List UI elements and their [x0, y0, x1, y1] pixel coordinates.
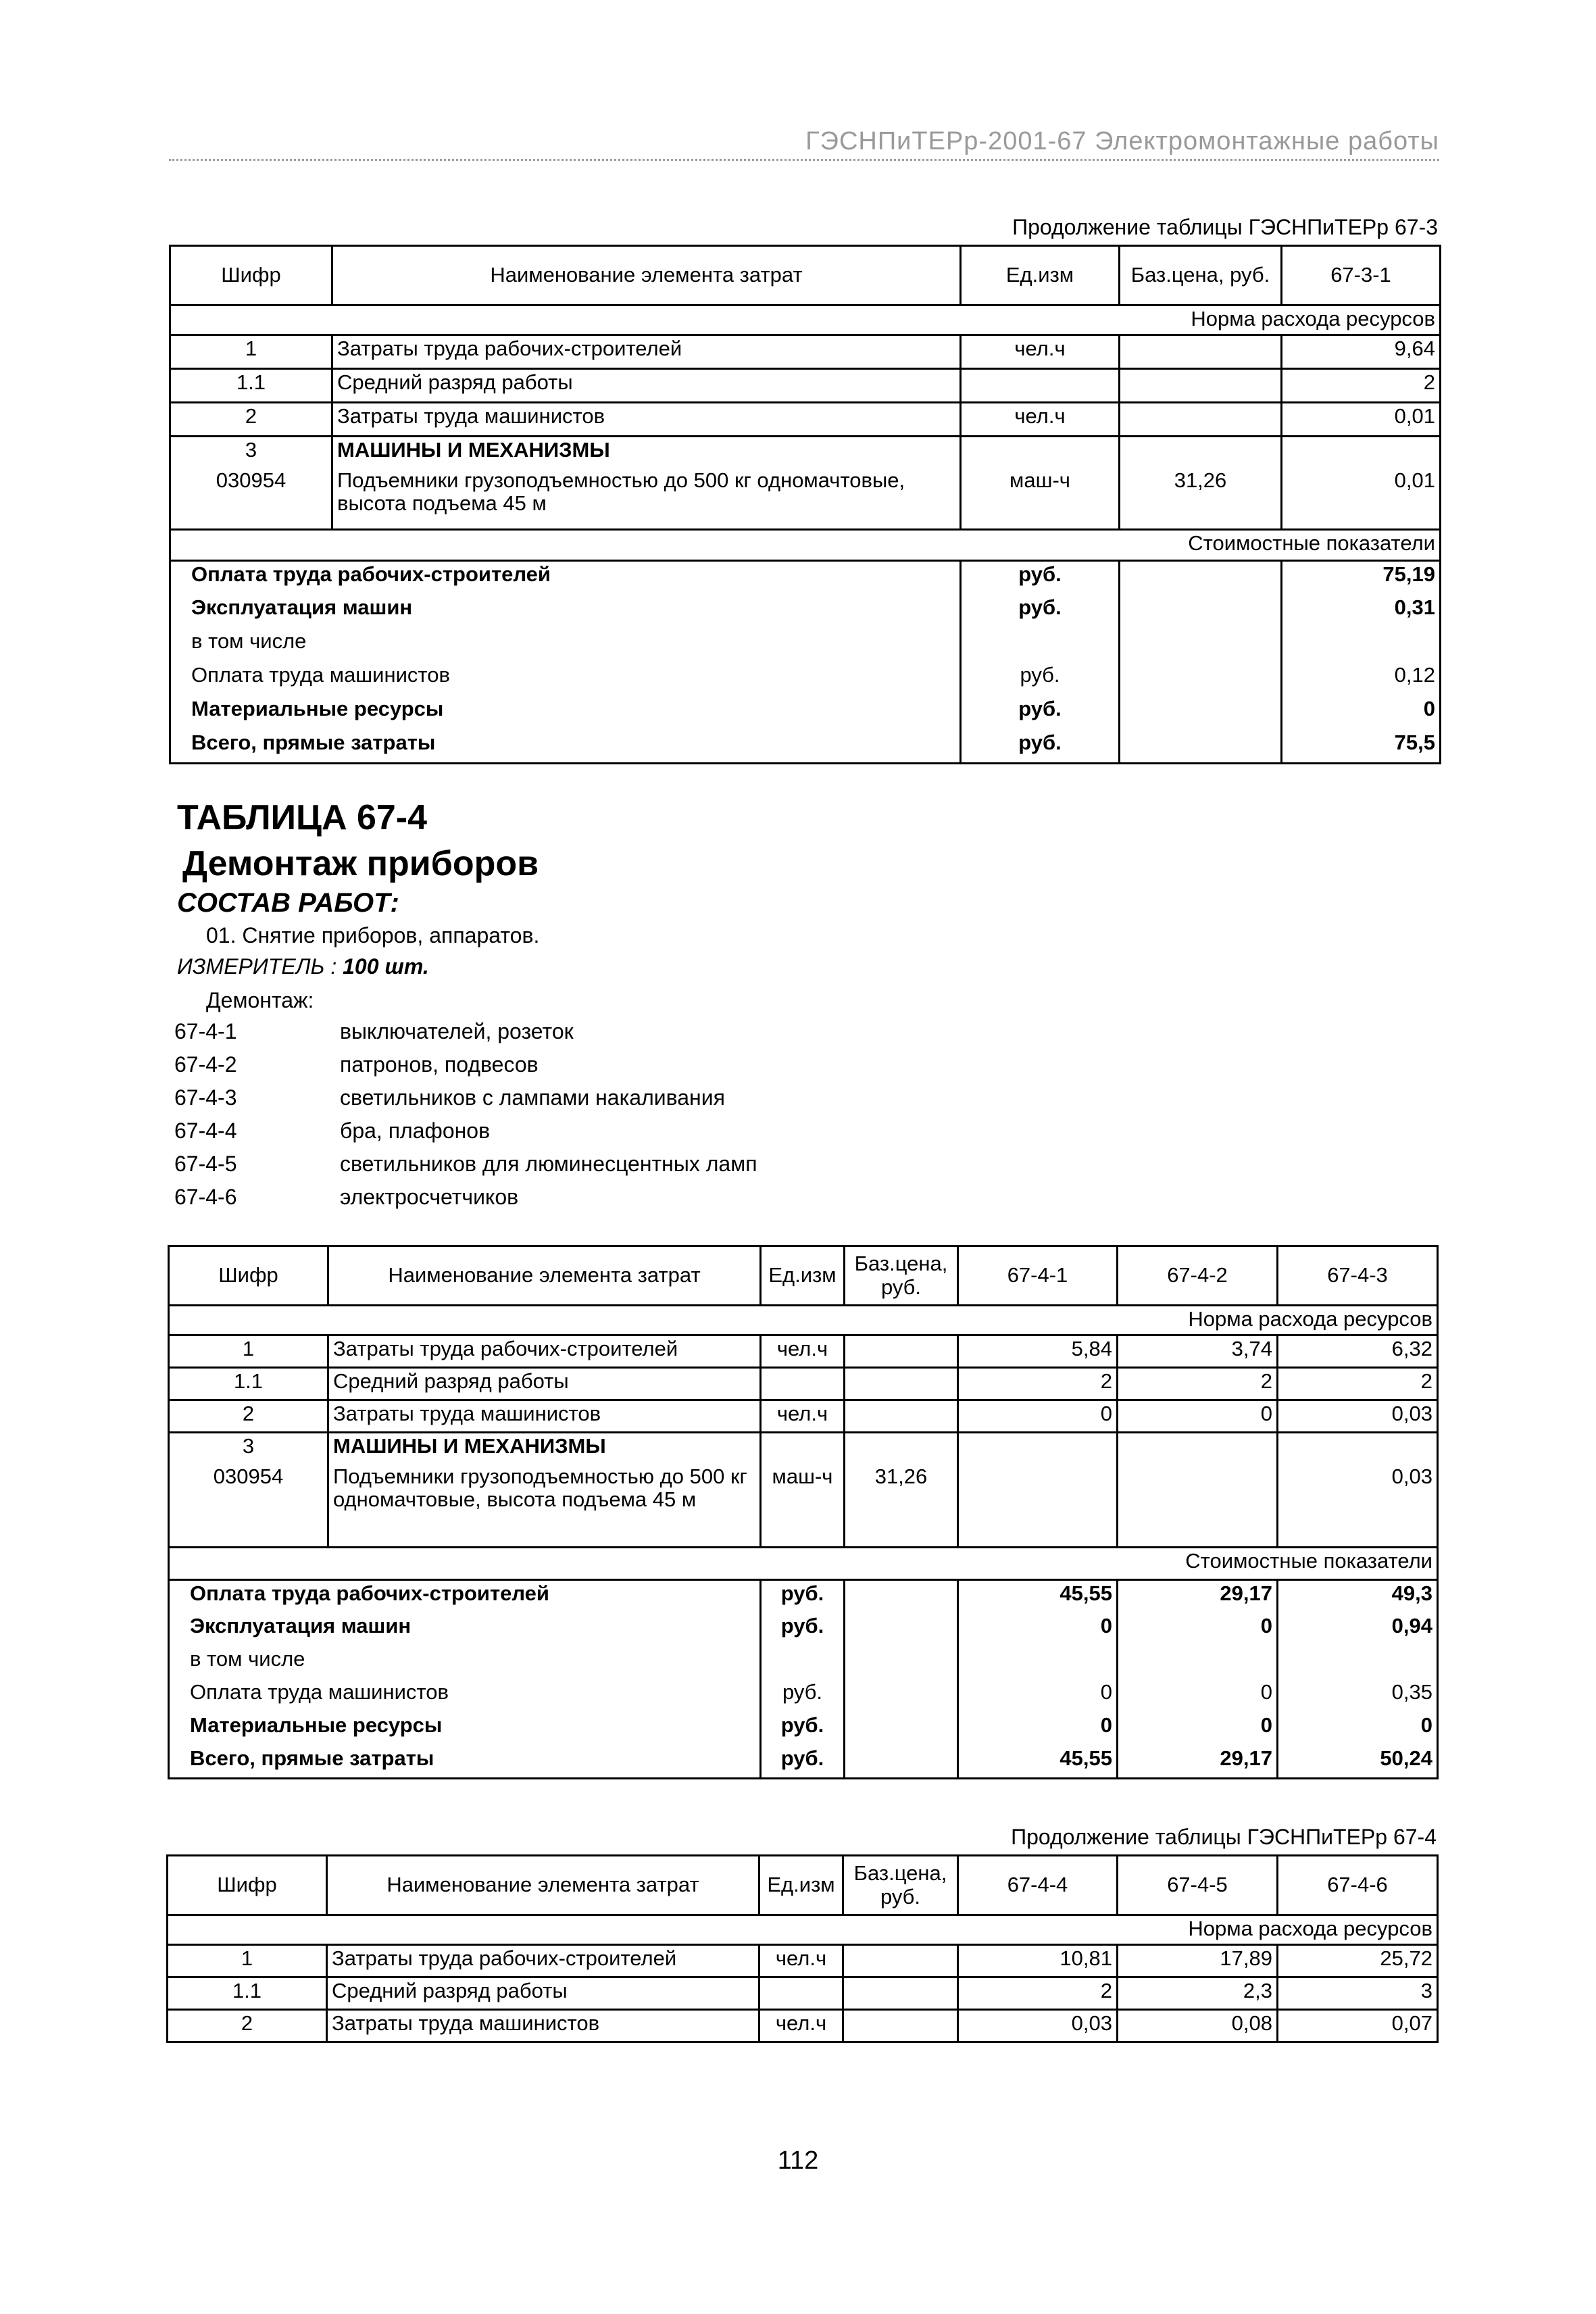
- row-code: 2: [169, 1400, 328, 1433]
- cost-value: 0,31: [1282, 595, 1441, 629]
- table-row: [169, 1335, 1438, 1368]
- row-unit: чел.ч: [961, 335, 1120, 369]
- header-unit: Ед.изм: [761, 1246, 845, 1306]
- table-67-4-a: [168, 1245, 1439, 1779]
- row-code: 1: [169, 1335, 328, 1368]
- cost-label-cell: Оплата труда машинистов: [170, 662, 961, 696]
- row-price: 31,26: [1120, 468, 1282, 530]
- norm-label: Норма расхода ресурсов: [169, 1306, 1438, 1335]
- table-header-row: [169, 1246, 1438, 1306]
- header-code: Шифр: [168, 1856, 327, 1915]
- empty-cell: [1118, 1646, 1278, 1679]
- cost-value: 75,19: [1282, 561, 1441, 595]
- cost-unit: руб.: [961, 561, 1120, 595]
- empty-cell: [761, 1646, 845, 1679]
- cost-unit: руб.: [761, 1613, 845, 1646]
- cost-value: 0: [1118, 1679, 1278, 1713]
- cost-unit: руб.: [761, 1746, 845, 1779]
- cost-unit: руб.: [961, 595, 1120, 629]
- cost-row: [169, 1713, 1438, 1746]
- table-header-row: [168, 1856, 1438, 1915]
- row-value: [958, 1464, 1118, 1548]
- cost-unit: руб.: [961, 662, 1120, 696]
- row-unit: чел.ч: [759, 2010, 843, 2042]
- work-composition-heading: СОСТАВ РАБОТ:: [177, 888, 399, 918]
- row-value: 0: [958, 1400, 1118, 1433]
- table-67-3: [169, 245, 1441, 764]
- cost-label-row: [170, 530, 1441, 561]
- list-item-text: светильников с лампами накаливания: [340, 1085, 725, 1110]
- page-number: 112: [777, 2146, 819, 2175]
- cost-value: 75,5: [1282, 730, 1441, 764]
- row-value: 3,74: [1118, 1335, 1278, 1368]
- table-row: [170, 468, 1441, 530]
- row-code: 1: [170, 335, 332, 369]
- cost-row: [170, 561, 1441, 595]
- row-name: Затраты труда рабочих-строителей: [327, 1945, 759, 1977]
- row-unit: [761, 1368, 845, 1400]
- header-price: Баз.цена, руб.: [1120, 246, 1282, 305]
- row-price: [843, 1977, 958, 2010]
- cost-label-row: [169, 1548, 1438, 1580]
- norm-label: Норма расхода ресурсов: [168, 1915, 1438, 1945]
- row-price: [845, 1335, 958, 1368]
- row-value: 17,89: [1118, 1945, 1278, 1977]
- meter-label: ИЗМЕРИТЕЛЬ :: [177, 954, 343, 979]
- row-price: [1120, 403, 1282, 437]
- code-list: [174, 1019, 757, 1218]
- cost-label-cell: Всего, прямые затраты: [169, 1746, 761, 1779]
- empty-cell: [1120, 561, 1282, 595]
- row-name: Подъемники грузоподъемностью до 500 кг одномачтовые, высота подъема 45 м: [328, 1464, 761, 1548]
- header-code: Шифр: [169, 1246, 328, 1306]
- list-item: [174, 1152, 757, 1185]
- cost-value: 29,17: [1118, 1580, 1278, 1613]
- header-col-67-3-1: 67-3-1: [1282, 246, 1441, 305]
- list-item-code: 67-4-1: [174, 1019, 237, 1043]
- row-code: 030954: [169, 1464, 328, 1548]
- empty-cell: [1278, 1433, 1438, 1464]
- empty-cell: [1278, 1646, 1438, 1679]
- row-code: 1.1: [169, 1368, 328, 1400]
- table-row: [170, 335, 1441, 369]
- row-price: [1120, 369, 1282, 403]
- row-name: МАШИНЫ И МЕХАНИЗМЫ: [328, 1433, 761, 1464]
- cost-label-cell: Материальные ресурсы: [169, 1713, 761, 1746]
- row-value: 2: [958, 1368, 1118, 1400]
- header-col-67-4-2: 67-4-2: [1118, 1246, 1278, 1306]
- row-value: 2: [1278, 1368, 1438, 1400]
- row-name: Средний разряд работы: [328, 1368, 761, 1400]
- cost-value: 50,24: [1278, 1746, 1438, 1779]
- empty-cell: [1120, 437, 1282, 468]
- header-price: Баз.цена, руб.: [843, 1856, 958, 1915]
- cost-value: 0: [1118, 1713, 1278, 1746]
- list-item-text: выключателей, розеток: [340, 1019, 574, 1043]
- empty-cell: [958, 1646, 1118, 1679]
- cost-row: [170, 696, 1441, 730]
- list-item-code: 67-4-5: [174, 1152, 237, 1176]
- empty-cell: [845, 1433, 958, 1464]
- cost-row: [169, 1580, 1438, 1613]
- row-value: 0: [1118, 1400, 1278, 1433]
- list-item: [174, 1185, 757, 1218]
- row-code: 1.1: [168, 1977, 327, 2010]
- table-row: [168, 2010, 1438, 2042]
- header-price: Баз.цена, руб.: [845, 1246, 958, 1306]
- row-unit: [961, 369, 1120, 403]
- list-item-text: светильников для люминесцентных ламп: [340, 1152, 757, 1176]
- header-name: Наименование элемента затрат: [327, 1856, 759, 1915]
- row-name: МАШИНЫ И МЕХАНИЗМЫ: [332, 437, 961, 468]
- header-col-67-4-3: 67-4-3: [1278, 1246, 1438, 1306]
- row-value: 25,72: [1278, 1945, 1438, 1977]
- list-item: [174, 1085, 757, 1118]
- norm-label-row: [168, 1915, 1438, 1945]
- empty-cell: [961, 629, 1120, 662]
- row-price: [843, 2010, 958, 2042]
- row-value: 6,32: [1278, 1335, 1438, 1368]
- row-value: 2,3: [1118, 1977, 1278, 2010]
- section-title: ТАБЛИЦА 67-4: [177, 798, 428, 837]
- row-unit: маш-ч: [761, 1464, 845, 1548]
- row-code: 030954: [170, 468, 332, 530]
- row-unit: чел.ч: [759, 1945, 843, 1977]
- table-row: [169, 1400, 1438, 1433]
- header-name: Наименование элемента затрат: [332, 246, 961, 305]
- row-value: 0,03: [1278, 1464, 1438, 1548]
- empty-cell: [845, 1613, 958, 1646]
- cost-value: 45,55: [958, 1746, 1118, 1779]
- norm-label: Норма расхода ресурсов: [170, 305, 1441, 335]
- list-item-text: бра, плафонов: [340, 1118, 491, 1143]
- empty-cell: [1120, 662, 1282, 696]
- meter-value: 100 шт.: [343, 954, 429, 979]
- empty-cell: [1120, 629, 1282, 662]
- cost-label-cell: в том числе: [169, 1646, 761, 1679]
- empty-cell: [1282, 629, 1441, 662]
- table-header-row: [170, 246, 1441, 305]
- cost-label: Стоимостные показатели: [169, 1548, 1438, 1580]
- meter-line: [177, 954, 429, 979]
- header-code: Шифр: [170, 246, 332, 305]
- empty-cell: [845, 1746, 958, 1779]
- row-value: 9,64: [1282, 335, 1441, 369]
- cost-value: 0,12: [1282, 662, 1441, 696]
- table-67-4-b-caption: Продолжение таблицы ГЭСНПиТЕРр 67-4: [1011, 1825, 1437, 1849]
- work-item: 01. Снятие приборов, аппаратов.: [206, 923, 540, 947]
- empty-cell: [1120, 595, 1282, 629]
- header-name: Наименование элемента затрат: [328, 1246, 761, 1306]
- row-unit: чел.ч: [761, 1400, 845, 1433]
- row-unit: чел.ч: [961, 403, 1120, 437]
- cost-label-cell: в том числе: [170, 629, 961, 662]
- cost-value: 0: [958, 1713, 1118, 1746]
- row-name: Затраты труда машинистов: [327, 2010, 759, 2042]
- empty-cell: [845, 1646, 958, 1679]
- cost-value: 0: [958, 1613, 1118, 1646]
- row-code: 1: [168, 1945, 327, 1977]
- row-name: Затраты труда машинистов: [332, 403, 961, 437]
- list-item: [174, 1118, 757, 1152]
- cost-row: [169, 1646, 1438, 1679]
- empty-cell: [1120, 696, 1282, 730]
- row-value: 2: [958, 1977, 1118, 2010]
- norm-label-row: [169, 1306, 1438, 1335]
- cost-row: [169, 1679, 1438, 1713]
- row-value: 0,01: [1282, 468, 1441, 530]
- cost-row: [170, 595, 1441, 629]
- cost-value: 0: [1282, 696, 1441, 730]
- row-name: Затраты труда машинистов: [328, 1400, 761, 1433]
- row-name: Подъемники грузоподъемностью до 500 кг одномачтовые, высота подъема 45 м: [332, 468, 961, 530]
- table-row: [169, 1464, 1438, 1548]
- cost-value: 45,55: [958, 1580, 1118, 1613]
- header-col-67-4-1: 67-4-1: [958, 1246, 1118, 1306]
- row-value: 2: [1118, 1368, 1278, 1400]
- cost-row: [169, 1613, 1438, 1646]
- header-unit: Ед.изм: [961, 246, 1120, 305]
- empty-cell: [1120, 730, 1282, 764]
- table-row: [169, 1368, 1438, 1400]
- cost-label-cell: Оплата труда рабочих-строителей: [169, 1580, 761, 1613]
- row-price: [845, 1368, 958, 1400]
- cost-unit: руб.: [961, 730, 1120, 764]
- dismantle-label: Демонтаж:: [206, 988, 314, 1012]
- row-code: 3: [169, 1433, 328, 1464]
- list-item-code: 67-4-4: [174, 1118, 237, 1143]
- cost-unit: руб.: [761, 1580, 845, 1613]
- row-code: 3: [170, 437, 332, 468]
- row-code: 2: [168, 2010, 327, 2042]
- row-code: 1.1: [170, 369, 332, 403]
- cost-label-cell: Оплата труда машинистов: [169, 1679, 761, 1713]
- norm-label-row: [170, 305, 1441, 335]
- list-item-code: 67-4-3: [174, 1085, 237, 1110]
- row-unit: чел.ч: [761, 1335, 845, 1368]
- empty-cell: [845, 1713, 958, 1746]
- cost-label-cell: Всего, прямые затраты: [170, 730, 961, 764]
- row-name: Затраты труда рабочих-строителей: [332, 335, 961, 369]
- cost-value: 0: [1118, 1613, 1278, 1646]
- row-code: 2: [170, 403, 332, 437]
- row-name: Средний разряд работы: [327, 1977, 759, 2010]
- cost-label: Стоимостные показатели: [170, 530, 1441, 561]
- cost-row: [169, 1746, 1438, 1779]
- empty-cell: [761, 1433, 845, 1464]
- empty-cell: [845, 1580, 958, 1613]
- table-row: [170, 403, 1441, 437]
- row-value: 0,07: [1278, 2010, 1438, 2042]
- row-price: [843, 1945, 958, 1977]
- row-value: 0,08: [1118, 2010, 1278, 2042]
- list-item: [174, 1019, 757, 1052]
- row-value: 0,01: [1282, 403, 1441, 437]
- empty-cell: [1118, 1433, 1278, 1464]
- empty-cell: [845, 1679, 958, 1713]
- cost-unit: руб.: [761, 1679, 845, 1713]
- row-value: 10,81: [958, 1945, 1118, 1977]
- header-col-67-4-4: 67-4-4: [958, 1856, 1118, 1915]
- row-value: 0,03: [1278, 1400, 1438, 1433]
- table-67-4-b: [166, 1854, 1439, 2043]
- empty-cell: [958, 1433, 1118, 1464]
- row-value: 0,03: [958, 2010, 1118, 2042]
- row-value: [1118, 1464, 1278, 1548]
- list-item-text: патронов, подвесов: [340, 1052, 539, 1077]
- header-col-67-4-6: 67-4-6: [1278, 1856, 1438, 1915]
- table-row: [170, 437, 1441, 468]
- table-row: [168, 1977, 1438, 2010]
- table-row: [170, 369, 1441, 403]
- cost-label-cell: Материальные ресурсы: [170, 696, 961, 730]
- cost-value: 29,17: [1118, 1746, 1278, 1779]
- cost-row: [170, 662, 1441, 696]
- running-header: ГЭСНПиТЕРр-2001-67 Электромонтажные работы: [169, 127, 1439, 161]
- row-value: 3: [1278, 1977, 1438, 2010]
- cost-label-cell: Эксплуатация машин: [169, 1613, 761, 1646]
- table-row: [168, 1945, 1438, 1977]
- cost-row: [170, 629, 1441, 662]
- row-price: 31,26: [845, 1464, 958, 1548]
- row-name: Средний разряд работы: [332, 369, 961, 403]
- cost-unit: руб.: [961, 696, 1120, 730]
- list-item-code: 67-4-6: [174, 1185, 237, 1209]
- row-unit: [759, 1977, 843, 2010]
- row-price: [845, 1400, 958, 1433]
- list-item: [174, 1052, 757, 1085]
- row-value: 2: [1282, 369, 1441, 403]
- row-name: Затраты труда рабочих-строителей: [328, 1335, 761, 1368]
- cost-row: [170, 730, 1441, 764]
- row-price: [1120, 335, 1282, 369]
- row-value: 5,84: [958, 1335, 1118, 1368]
- empty-cell: [961, 437, 1120, 468]
- cost-value: 0: [1278, 1713, 1438, 1746]
- cost-value: 49,3: [1278, 1580, 1438, 1613]
- cost-value: 0,94: [1278, 1613, 1438, 1646]
- cost-value: 0,35: [1278, 1679, 1438, 1713]
- table-row: [169, 1433, 1438, 1464]
- cost-unit: руб.: [761, 1713, 845, 1746]
- list-item-text: электросчетчиков: [340, 1185, 519, 1209]
- header-col-67-4-5: 67-4-5: [1118, 1856, 1278, 1915]
- list-item-code: 67-4-2: [174, 1052, 237, 1077]
- header-unit: Ед.изм: [759, 1856, 843, 1915]
- cost-label-cell: Эксплуатация машин: [170, 595, 961, 629]
- cost-value: 0: [958, 1679, 1118, 1713]
- empty-cell: [1282, 437, 1441, 468]
- row-unit: маш-ч: [961, 468, 1120, 530]
- table-67-3-caption: Продолжение таблицы ГЭСНПиТЕРр 67-3: [1012, 215, 1438, 239]
- section-subtitle: Демонтаж приборов: [182, 844, 539, 883]
- cost-label-cell: Оплата труда рабочих-строителей: [170, 561, 961, 595]
